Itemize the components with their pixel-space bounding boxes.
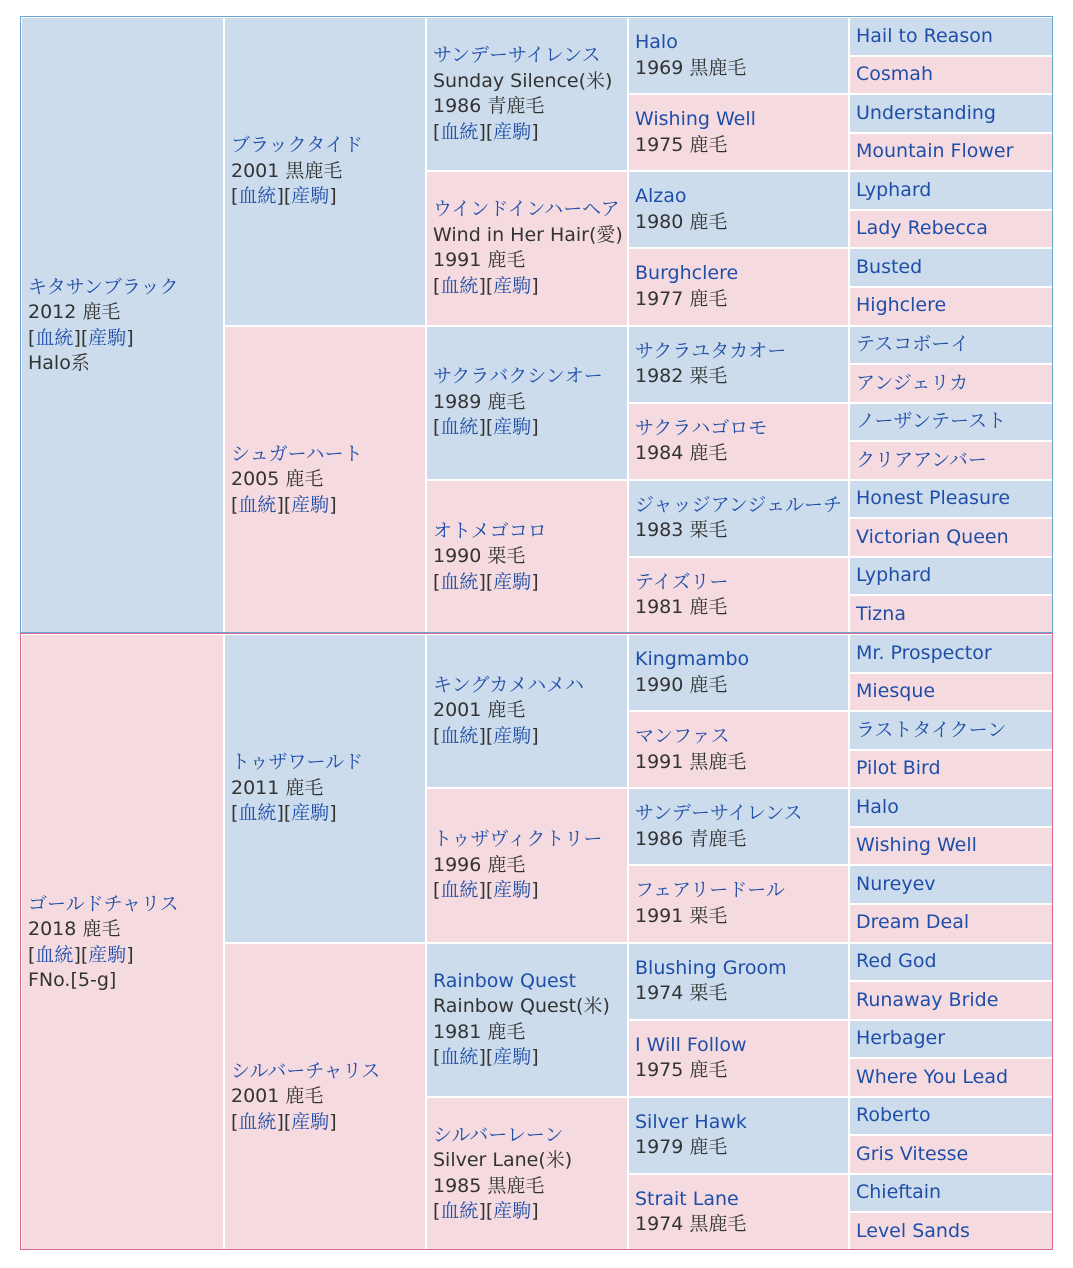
horse-name-link[interactable]: Strait Lane	[635, 1187, 739, 1210]
horse-cell-g4	[628, 788, 849, 865]
horse-name-link[interactable]: Honest Pleasure	[856, 487, 1011, 510]
pedigree-link[interactable]: 血統	[440, 1200, 479, 1223]
horse-year-color: 1996 鹿毛	[433, 853, 526, 876]
bracket: [	[433, 724, 441, 747]
horse-cell-g5	[849, 1058, 1054, 1097]
links-line	[433, 570, 627, 596]
horse-name-link[interactable]: Mr. Prospector	[856, 641, 992, 664]
pedigree-link[interactable]: 血統	[35, 943, 74, 966]
horse-year-color: 1981 鹿毛	[433, 1020, 526, 1043]
horse-name-link[interactable]: ゴールドチャリス	[28, 892, 179, 915]
bracket: ]	[126, 326, 134, 349]
offspring-link[interactable]: 産駒	[493, 120, 532, 143]
horse-year-color: 1975 鹿毛	[635, 1059, 728, 1082]
horse-name-link[interactable]: Kingmambo	[635, 648, 750, 671]
horse-year-color: 1982 栗毛	[635, 365, 728, 388]
bracket: [	[433, 879, 441, 902]
horse-name-link[interactable]: Victorian Queen	[856, 525, 1009, 548]
pedigree-link[interactable]: 血統	[440, 724, 479, 747]
horse-name-link[interactable]: キタサンブラック	[28, 275, 179, 298]
bracket: ]	[531, 416, 539, 439]
pedigree-row	[21, 634, 1054, 673]
horse-cell-g4	[628, 403, 849, 480]
horse-cell-g4	[628, 1020, 849, 1097]
pedigree-link[interactable]: 血統	[440, 570, 479, 593]
horse-cell-g5	[849, 403, 1054, 442]
horse-cell-g4	[628, 557, 849, 634]
horse-cell-g3	[426, 480, 628, 634]
links-line	[231, 184, 425, 210]
bracket: ][	[276, 185, 292, 207]
bracket: ]	[531, 570, 539, 593]
bracket: ][	[478, 1046, 494, 1069]
bracket: ][	[478, 570, 494, 593]
horse-cell-g5	[849, 788, 1054, 827]
horse-year-color: 1979 鹿毛	[635, 1136, 728, 1159]
horse-cell-g5	[849, 711, 1054, 750]
horse-cell-g5	[849, 480, 1054, 519]
horse-cell-g5	[849, 133, 1054, 172]
pedigree-body	[21, 17, 1054, 1251]
horse-cell-g4	[628, 326, 849, 403]
horse-name-link[interactable]: テイズリー	[635, 570, 729, 593]
horse-year-color: 1974 黒鹿毛	[635, 1213, 747, 1236]
bracket: ]	[531, 1046, 539, 1069]
pedigree-link[interactable]: 血統	[440, 879, 479, 902]
horse-cell-g5	[849, 326, 1054, 365]
links-line	[433, 120, 627, 146]
horse-year-color: 1981 鹿毛	[635, 596, 728, 619]
horse-name-link[interactable]: Lyphard	[856, 178, 932, 201]
offspring-link[interactable]: 産駒	[493, 570, 532, 593]
horse-name-link[interactable]: ラストタイクーン	[856, 718, 1007, 741]
horse-name-link[interactable]: Pilot Bird	[856, 757, 941, 780]
horse-cell-g4	[628, 1174, 849, 1251]
offspring-link[interactable]: 産駒	[493, 1200, 532, 1223]
links-line	[231, 1110, 425, 1136]
horse-year-color: 2001 鹿毛	[433, 699, 526, 722]
horse-cell-g5	[849, 441, 1054, 480]
horse-year-color: 1985 黒鹿毛	[433, 1174, 545, 1197]
links-line	[231, 493, 425, 519]
horse-cell-g3	[426, 943, 628, 1097]
bracket: ][	[478, 1200, 494, 1223]
horse-year-color: 1989 鹿毛	[433, 390, 526, 413]
bracket: ][	[73, 943, 89, 966]
horse-year-color: 2001 鹿毛	[231, 1085, 324, 1107]
horse-cell-g5	[849, 1135, 1054, 1174]
links-line	[433, 1199, 627, 1225]
horse-cell-g3	[426, 17, 628, 171]
horse-name-link[interactable]: Red God	[856, 950, 937, 973]
horse-cell-g4	[628, 1097, 849, 1174]
horse-year-color: 1974 栗毛	[635, 982, 728, 1005]
horse-cell-g5	[849, 248, 1054, 287]
horse-cell-g5	[849, 1174, 1054, 1213]
bracket: [	[231, 185, 239, 207]
bracket: ][	[478, 879, 494, 902]
offspring-link[interactable]: 産駒	[88, 943, 127, 966]
horse-name-link[interactable]: Blushing Groom	[635, 956, 787, 979]
horse-cell-g1	[21, 634, 224, 1251]
pedigree-link[interactable]: 血統	[238, 493, 277, 516]
bracket: ]	[531, 879, 539, 902]
horse-name-link[interactable]: Wishing Well	[635, 108, 756, 131]
horse-name-link[interactable]: ジャッジアンジェルーチ	[635, 493, 843, 516]
horse-name-link[interactable]: Gris Vitesse	[856, 1142, 969, 1165]
horse-name-link[interactable]: Highclere	[856, 294, 947, 317]
bracket: ]	[329, 1110, 337, 1133]
horse-name-link[interactable]: Understanding	[856, 101, 996, 124]
offspring-link[interactable]: 産駒	[88, 326, 127, 349]
pedigree-link[interactable]: 血統	[238, 802, 277, 824]
pedigree-link[interactable]: 血統	[440, 416, 479, 439]
horse-name-link[interactable]: シルバーチャリス	[231, 1059, 381, 1082]
horse-year-color: 1986 青鹿毛	[635, 827, 747, 850]
horse-cell-g5	[849, 750, 1054, 789]
bracket: ][	[478, 120, 494, 143]
horse-name-en: Sunday Silence(米)	[433, 69, 613, 92]
horse-year-color: 1983 栗毛	[635, 519, 728, 542]
horse-name-link[interactable]: マンファス	[635, 725, 730, 748]
horse-name-link[interactable]: Where You Lead	[856, 1065, 1009, 1088]
horse-name-link[interactable]: Level Sands	[856, 1219, 970, 1242]
horse-cell-g2	[224, 943, 426, 1252]
offspring-link[interactable]: 産駒	[291, 802, 330, 824]
horse-year-color: 2011 鹿毛	[231, 776, 324, 799]
horse-name-link[interactable]: Burghclere	[635, 262, 739, 285]
bracket: ]	[531, 274, 539, 297]
horse-cell-g5	[849, 1212, 1054, 1251]
offspring-link[interactable]: 産駒	[291, 185, 330, 207]
horse-name-link[interactable]: Nureyev	[856, 872, 936, 895]
bracket: ]	[531, 724, 539, 747]
bracket: [	[433, 274, 441, 297]
horse-cell-g4	[628, 480, 849, 557]
horse-name-link[interactable]: サクラユタカオー	[635, 339, 787, 362]
links-line	[433, 415, 627, 441]
bracket: ]	[329, 185, 337, 207]
bracket: ]	[126, 943, 134, 966]
horse-cell-g4	[628, 943, 849, 1020]
horse-cell-g5	[849, 634, 1054, 673]
horse-name-link[interactable]: Chieftain	[856, 1181, 942, 1204]
bracket: ][	[276, 493, 292, 516]
horse-cell-g3	[426, 788, 628, 942]
links-line	[28, 943, 223, 969]
pedigree-link[interactable]: 血統	[440, 120, 479, 143]
bracket: [	[28, 326, 36, 349]
horse-year-color: 1977 鹿毛	[635, 287, 728, 310]
horse-name-link[interactable]: オトメゴコロ	[433, 519, 547, 542]
horse-cell-g5	[849, 557, 1054, 596]
horse-name-link[interactable]: クリアアンバー	[856, 448, 987, 471]
horse-cell-g5	[849, 981, 1054, 1020]
horse-cell-g5	[849, 865, 1054, 904]
bracket: ][	[276, 802, 292, 824]
bracket: ]	[329, 493, 337, 516]
pedigree-link[interactable]: 血統	[238, 185, 277, 207]
horse-name-link[interactable]: Mountain Flower	[856, 140, 1014, 163]
pedigree-link[interactable]: 血統	[440, 1046, 479, 1069]
links-line	[231, 801, 425, 827]
horse-cell-g5	[849, 171, 1054, 210]
horse-year-color: 1975 鹿毛	[635, 133, 728, 156]
horse-year-color: 1991 鹿毛	[433, 249, 526, 272]
horse-cell-g5	[849, 827, 1054, 866]
horse-name-link[interactable]: ブラックタイド	[231, 134, 363, 156]
offspring-link[interactable]: 産駒	[493, 416, 532, 439]
pedigree-link[interactable]: 血統	[35, 326, 74, 349]
bracket: [	[433, 416, 441, 439]
horse-name-link[interactable]: トゥザワールド	[231, 751, 364, 773]
horse-year-color: 1990 栗毛	[433, 545, 526, 568]
horse-cell-g3	[426, 1097, 628, 1251]
horse-name-link[interactable]: シュガーハート	[231, 442, 363, 465]
horse-cell-g4	[628, 711, 849, 788]
bracket: [	[433, 120, 441, 143]
horse-name-link[interactable]: Tizna	[856, 602, 906, 625]
horse-year-color: 1969 黒鹿毛	[635, 56, 747, 79]
bracket: [	[231, 1110, 239, 1133]
horse-cell-g4	[628, 94, 849, 171]
horse-name-link[interactable]: シルバーレーン	[433, 1123, 564, 1146]
horse-name-link[interactable]: サクラバクシンオー	[433, 365, 603, 388]
pedigree-link[interactable]: 血統	[440, 274, 479, 297]
horse-name-link[interactable]: Runaway Bride	[856, 988, 999, 1011]
horse-name-link[interactable]: Herbager	[856, 1027, 946, 1050]
horse-cell-g5	[849, 595, 1054, 634]
horse-name-link[interactable]: Lyphard	[856, 564, 932, 587]
offspring-link[interactable]: 産駒	[493, 274, 532, 297]
horse-name-link[interactable]: Roberto	[856, 1104, 931, 1127]
bracket: ]	[329, 802, 337, 824]
links-line	[28, 326, 223, 352]
horse-year-color: 2012 鹿毛	[28, 301, 121, 323]
horse-name-link[interactable]: Wishing Well	[856, 834, 977, 857]
horse-cell-g3	[426, 171, 628, 325]
horse-name-link[interactable]: サクラハゴロモ	[635, 416, 768, 439]
horse-name-link[interactable]: キングカメハメハ	[433, 673, 585, 696]
horse-name-link[interactable]: トゥザヴィクトリー	[433, 828, 603, 851]
horse-cell-g4	[628, 17, 849, 94]
horse-cell-g5	[849, 56, 1054, 95]
horse-cell-g5	[849, 287, 1054, 326]
bracket: ]	[531, 120, 539, 143]
horse-name-en: Wind in Her Hair(愛)	[433, 223, 623, 246]
bracket: ][	[276, 1110, 292, 1133]
horse-name-link[interactable]: ウインドインハーヘア	[433, 198, 620, 221]
bracket: ][	[478, 416, 494, 439]
horse-cell-g2	[224, 634, 426, 943]
pedigree-link[interactable]: 血統	[238, 1110, 277, 1133]
bracket: [	[231, 802, 239, 824]
bracket: [	[433, 1046, 441, 1069]
horse-name-en: Rainbow Quest(米)	[433, 995, 610, 1018]
horse-name-link[interactable]: フェアリードール	[635, 879, 785, 902]
horse-name-link[interactable]: ノーザンテースト	[856, 410, 1007, 433]
links-line	[433, 1045, 627, 1071]
horse-name-link[interactable]: Lady Rebecca	[856, 217, 988, 240]
horse-name-link[interactable]: Halo	[635, 31, 678, 54]
horse-lineage-note: Halo系	[28, 352, 90, 374]
bracket: [	[433, 570, 441, 593]
horse-name-en: Silver Lane(米)	[433, 1149, 573, 1172]
horse-name-link[interactable]: Dream Deal	[856, 911, 970, 934]
offspring-link[interactable]: 産駒	[493, 724, 532, 747]
horse-cell-g5	[849, 904, 1054, 943]
bracket: ]	[531, 1200, 539, 1223]
horse-name-link[interactable]: Alzao	[635, 185, 687, 208]
horse-cell-g3	[426, 326, 628, 480]
horse-name-link[interactable]: Rainbow Quest	[433, 969, 577, 992]
horse-cell-g5	[849, 673, 1054, 712]
horse-lineage-note: FNo.[5-g]	[28, 969, 117, 991]
horse-cell-g5	[849, 364, 1054, 403]
horse-year-color: 1991 栗毛	[635, 904, 728, 927]
horse-cell-g5	[849, 210, 1054, 249]
horse-cell-g4	[628, 865, 849, 942]
bracket: ][	[478, 274, 494, 297]
bracket: [	[433, 1200, 441, 1223]
offspring-link[interactable]: 産駒	[291, 1110, 330, 1133]
offspring-link[interactable]: 産駒	[291, 493, 330, 516]
horse-cell-g4	[628, 248, 849, 325]
horse-name-link[interactable]: アンジェリカ	[856, 371, 969, 394]
horse-name-link[interactable]: Busted	[856, 255, 923, 278]
horse-name-link[interactable]: I Will Follow	[635, 1033, 747, 1056]
horse-cell-g2	[224, 326, 426, 635]
horse-year-color: 1990 鹿毛	[635, 673, 728, 696]
horse-cell-g5	[849, 1020, 1054, 1059]
horse-cell-g4	[628, 171, 849, 248]
horse-name-link[interactable]: サンデーサイレンス	[635, 802, 803, 825]
horse-cell-g4	[628, 634, 849, 711]
horse-name-link[interactable]: Silver Hawk	[635, 1110, 747, 1133]
horse-cell-g5	[849, 94, 1054, 133]
horse-cell-g5	[849, 518, 1054, 557]
bracket: ][	[73, 326, 89, 349]
horse-cell-g3	[426, 634, 628, 788]
links-line	[433, 274, 627, 300]
horse-year-color: 1991 黒鹿毛	[635, 750, 747, 773]
offspring-link[interactable]: 産駒	[493, 1046, 532, 1069]
horse-name-link[interactable]: Cosmah	[856, 63, 933, 86]
links-line	[433, 878, 627, 904]
horse-name-link[interactable]: サンデーサイレンス	[433, 44, 601, 67]
horse-cell-g5	[849, 17, 1054, 56]
horse-name-link[interactable]: Miesque	[856, 680, 936, 703]
horse-cell-g5	[849, 943, 1054, 982]
horse-year-color: 2018 鹿毛	[28, 918, 121, 940]
horse-year-color: 2001 黒鹿毛	[231, 159, 343, 182]
horse-name-link[interactable]: Hail to Reason	[856, 24, 993, 47]
horse-name-link[interactable]: Halo	[856, 795, 899, 818]
offspring-link[interactable]: 産駒	[493, 879, 532, 902]
horse-cell-g2	[224, 17, 426, 326]
horse-year-color: 1986 青鹿毛	[433, 95, 545, 118]
links-line	[433, 724, 627, 750]
horse-year-color: 1984 鹿毛	[635, 442, 728, 465]
horse-name-link[interactable]: テスコボーイ	[856, 333, 970, 356]
bracket: [	[231, 493, 239, 516]
horse-year-color: 2005 鹿毛	[231, 468, 324, 490]
bracket: [	[28, 943, 36, 966]
bracket: ][	[478, 724, 494, 747]
horse-cell-g5	[849, 1097, 1054, 1136]
horse-year-color: 1980 鹿毛	[635, 210, 728, 233]
pedigree-table	[20, 16, 1055, 1252]
pedigree-row	[21, 17, 1054, 56]
horse-cell-g1	[21, 17, 224, 634]
